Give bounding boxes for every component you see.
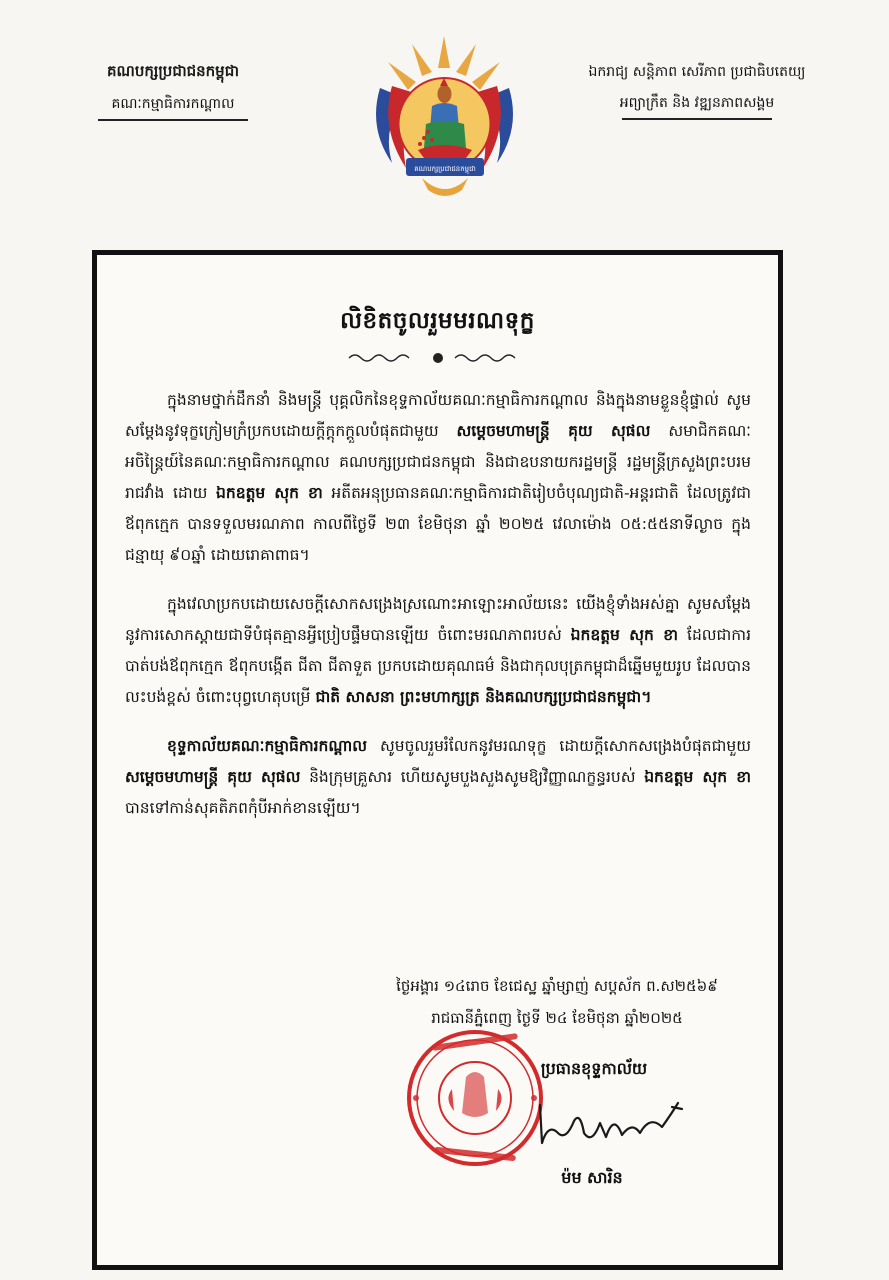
signer-title: ប្រធានខុទ្ទកាល័យ xyxy=(540,1059,648,1078)
p2-bold-name-1: ឯកឧត្តម សុក ខា xyxy=(570,626,679,644)
p1-text-1: ក្នុងនាមថ្នាក់ដឹកនាំ និងមន្ត្រី បុគ្គលិកនៃខុទ្ទកាល័យគណៈកម្មាធិការកណ្តាល និងក្នុងនាមខ្លួនខ្ញុំផ្ទាល់ សូមសម្តែងនូវទុក្ខក្រៀមក្រំប្រកបដោយក្តីក្តុកក្តួលបំផុតជាមួយ xyxy=(125,391,751,440)
committee-underline xyxy=(98,119,248,121)
party-name: គណបក្សប្រជាជនកម្ពុជា xyxy=(107,62,239,80)
p3-bold-office: ខុទ្ទកាល័យគណៈកម្មាធិការកណ្តាល xyxy=(167,737,367,755)
letter-frame xyxy=(92,250,783,1270)
p3-text-1: សូមចូលរួមរំលែកនូវមរណទុក្ខ ដោយក្តីសោកសង្រេងបំផុតជាមួយ xyxy=(379,737,751,755)
date-solar: រាជធានីភ្នំពេញ ថ្ងៃទី ២៤ ខែមិថុនា ឆ្នាំ២០២៥ xyxy=(431,1009,683,1027)
motto-underline xyxy=(622,118,772,120)
p2-bold-phrase: ជាតិ សាសនា ព្រះមហាក្សត្រ និងគណបក្សប្រជាជនកម្ពុជា។ xyxy=(315,688,652,706)
p1-bold-name-2: ឯកឧត្តម សុក ខា xyxy=(216,484,323,502)
header-left xyxy=(48,62,298,121)
paragraph-1 xyxy=(125,385,751,571)
signer-name: ម៉ម សារិន xyxy=(561,1168,623,1187)
p1-text-2: សមាជិកគណៈអចិន្ត្រៃយ៍នៃគណៈកម្មាធិការកណ្តាល គណបក្សប្រជាជនកម្ពុជា និងជាឧបនាយករដ្ឋមន្ត្រី រដ្ឋមន្ត្រីក្រសួងព្រះបរមរាជវាំង ដោយ xyxy=(125,422,751,502)
date-lunar: ថ្ងៃអង្គារ ១៤រោច ខែជេស្ឋ ឆ្នាំម្សាញ់ សប្តស័ក ព.ស២៥៦៩ xyxy=(396,977,718,995)
p2-text-2: ដែលជាការបាត់បង់ឪពុកក្មេក ឪពុកបង្កើត ជីតា ជីតាទួត ប្រកបដោយគុណធម៌ និងជាកុលបុត្រកម្ពុជាដ៏ឆ្នើមមួយរូប ដែលបានលះបង់ខ្ពស់ ចំពោះបុព្វហេតុបម្រើ xyxy=(125,626,751,706)
handwritten-signature xyxy=(522,1093,692,1153)
letter-title: លិខិតចូលរួមមរណទុក្ខ xyxy=(340,308,535,334)
p3-bold-name-1: សម្តេចមហាមន្ត្រី គុយ សុផល xyxy=(125,768,301,786)
title-ornament xyxy=(343,351,533,365)
party-emblem xyxy=(362,28,527,203)
paragraph-3 xyxy=(125,731,751,824)
paragraph-2 xyxy=(125,589,751,713)
p3-text-2: និងក្រុមគ្រួសារ ហើយសូមបួងសួងសូមឱ្យវិញ្ញាណក្ខន្ធរបស់ xyxy=(309,768,636,786)
p3-text-3: បានទៅកាន់សុគតិភពកុំបីអាក់ខានឡើយ។ xyxy=(125,799,361,817)
emblem-caption: គណបក្សប្រជាជនកម្ពុជា xyxy=(414,165,476,173)
motto-line-1: ឯករាជ្យ សន្តិភាព សេរីភាព ប្រជាធិបតេយ្យ xyxy=(588,64,806,80)
committee-name: គណៈកម្មាធិការកណ្តាល xyxy=(111,96,235,112)
letter-body xyxy=(125,385,751,842)
p2-text-1: ក្នុងវេលាប្រកបដោយសេចក្តីសោកសង្រេងស្រណោះអាឡោះអាល័យនេះ យើងខ្ញុំទាំងអស់គ្នា សូមសម្តែងនូវការសោកស្តាយជាទីបំផុតគ្មានអ្វីប្រៀបផ្ទឹមបានឡើយ ចំពោះមរណភាពរបស់ xyxy=(125,595,751,644)
p1-text-3: អតីតអនុប្រធានគណៈកម្មាធិការជាតិរៀបចំបុណ្យជាតិ-អន្តរជាតិ ដែលត្រូវជាឪពុកក្មេក បានទទួលមរណភាព កាលពីថ្ងៃទី ២៣ ខែមិថុនា ឆ្នាំ ២០២៥ វេលាម៉ោង ០៥:៥៥នាទីល្ងាច ក្នុងជន្មាយុ ៩០ឆ្នាំ ដោយរោគាពាធ។ xyxy=(125,484,752,564)
p1-bold-name-1: សម្តេចមហាមន្ត្រី គុយ សុផល xyxy=(456,422,651,440)
p3-bold-name-2: ឯកឧត្តម សុក ខា xyxy=(644,768,752,786)
header-right xyxy=(547,62,847,120)
motto-line-2: អព្យាក្រឹត និង វឌ្ឍនភាពសង្គម xyxy=(619,95,775,111)
